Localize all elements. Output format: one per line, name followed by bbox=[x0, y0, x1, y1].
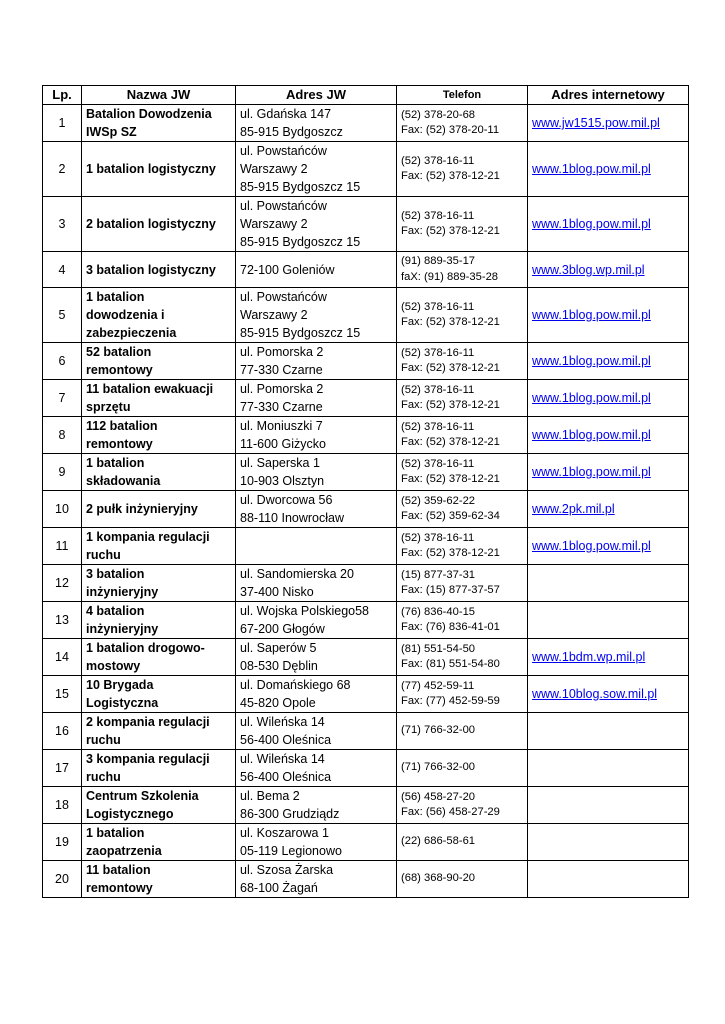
cell-phone-line: (52) 378-16-11 bbox=[401, 346, 475, 359]
cell-address bbox=[236, 454, 397, 491]
cell-www bbox=[528, 380, 689, 417]
cell-address bbox=[236, 713, 397, 750]
table-row bbox=[43, 639, 689, 676]
cell-lp: 14 bbox=[43, 639, 82, 676]
cell-address-line: ul. Domańskiego 68 bbox=[240, 678, 351, 692]
cell-phone bbox=[397, 454, 528, 491]
units-table bbox=[42, 85, 689, 898]
website-link[interactable]: www.1blog.pow.mil.pl bbox=[532, 539, 651, 553]
website-link[interactable]: www.2pk.mil.pl bbox=[532, 502, 615, 516]
cell-name bbox=[82, 343, 236, 380]
cell-address-line: ul. Powstańców bbox=[240, 199, 327, 213]
cell-name bbox=[82, 750, 236, 787]
cell-address bbox=[236, 750, 397, 787]
cell-lp: 17 bbox=[43, 750, 82, 787]
cell-address-line: ul. Saperów 5 bbox=[240, 641, 317, 655]
website-link[interactable]: www.1blog.pow.mil.pl bbox=[532, 428, 651, 442]
cell-phone-line: (52) 378-16-11 bbox=[401, 457, 475, 470]
cell-lp: 6 bbox=[43, 343, 82, 380]
cell-name-line: mostowy bbox=[86, 659, 141, 673]
cell-phone-line: (76) 836-40-15 bbox=[401, 605, 476, 618]
cell-name-line: 1 batalion logistyczny bbox=[86, 162, 216, 176]
cell-name bbox=[82, 142, 236, 197]
website-link[interactable]: www.jw1515.pow.mil.pl bbox=[532, 116, 660, 130]
cell-name-line: ruchu bbox=[86, 770, 121, 784]
cell-address bbox=[236, 565, 397, 602]
cell-address-line: 56-400 Oleśnica bbox=[240, 770, 332, 784]
table-row bbox=[43, 288, 689, 343]
header-nazwa: Nazwa JW bbox=[82, 86, 236, 105]
cell-name bbox=[82, 454, 236, 491]
cell-name-line: ruchu bbox=[86, 548, 121, 562]
cell-address bbox=[236, 105, 397, 142]
cell-lp: 20 bbox=[43, 861, 82, 898]
table-row bbox=[43, 197, 689, 252]
cell-name bbox=[82, 639, 236, 676]
cell-address-line: 11-600 Giżycko bbox=[240, 437, 326, 451]
header-www: Adres internetowy bbox=[528, 86, 689, 105]
cell-name-line: inżynieryjny bbox=[86, 585, 159, 599]
cell-phone-line: (91) 889-35-17 bbox=[401, 255, 476, 267]
cell-phone-line: Fax: (56) 458-27-29 bbox=[401, 806, 500, 818]
cell-name-line: 1 batalion drogowo- bbox=[86, 641, 205, 655]
cell-name-line: zabezpieczenia bbox=[86, 326, 177, 340]
cell-address-line: Warszawy 2 bbox=[240, 217, 308, 231]
cell-address-line: ul. Wileńska 14 bbox=[240, 715, 325, 729]
header-row bbox=[43, 86, 689, 105]
cell-name bbox=[82, 787, 236, 824]
cell-phone-line: (56) 458-27-20 bbox=[401, 790, 476, 803]
cell-phone-line: (71) 766-32-00 bbox=[401, 761, 476, 774]
cell-address-line: ul. Saperska 1 bbox=[240, 456, 320, 470]
cell-name-line: dowodzenia i bbox=[86, 308, 165, 322]
cell-address bbox=[236, 288, 397, 343]
cell-address-line: ul. Wileńska 14 bbox=[240, 752, 325, 766]
cell-address bbox=[236, 491, 397, 528]
cell-lp: 19 bbox=[43, 824, 82, 861]
cell-name-line: remontowy bbox=[86, 881, 153, 895]
cell-address-line: 88-110 Inowrocław bbox=[240, 511, 344, 525]
cell-name bbox=[82, 713, 236, 750]
cell-lp: 18 bbox=[43, 787, 82, 824]
cell-phone bbox=[397, 639, 528, 676]
cell-address bbox=[236, 787, 397, 824]
cell-lp: 3 bbox=[43, 197, 82, 252]
cell-name-line: 11 batalion ewakuacji bbox=[86, 382, 214, 396]
cell-address-line: 68-100 Żagań bbox=[240, 881, 318, 895]
cell-name-line: Logistycznego bbox=[86, 807, 174, 821]
cell-phone-line: Fax: (81) 551-54-80 bbox=[401, 658, 500, 670]
cell-address-line: 77-330 Czarne bbox=[240, 363, 323, 377]
cell-address-line: ul. Moniuszki 7 bbox=[240, 419, 323, 433]
cell-lp: 10 bbox=[43, 491, 82, 528]
cell-phone bbox=[397, 713, 528, 750]
cell-address bbox=[236, 380, 397, 417]
cell-phone bbox=[397, 528, 528, 565]
cell-phone-line: (22) 686-58-61 bbox=[401, 835, 476, 848]
cell-name-line: zaopatrzenia bbox=[86, 844, 162, 858]
cell-address bbox=[236, 528, 397, 565]
cell-name bbox=[82, 565, 236, 602]
cell-phone-line: Fax: (77) 452-59-59 bbox=[401, 695, 500, 707]
cell-phone-line: (52) 378-16-11 bbox=[401, 420, 475, 433]
table-row bbox=[43, 713, 689, 750]
cell-phone-line: Fax: (52) 378-12-21 bbox=[401, 316, 500, 328]
cell-name-line: remontowy bbox=[86, 363, 153, 377]
cell-address-line: 77-330 Czarne bbox=[240, 400, 323, 414]
cell-phone-line: Fax: (52) 378-12-21 bbox=[401, 547, 500, 559]
cell-phone-line: (68) 368-90-20 bbox=[401, 872, 476, 885]
cell-phone-line: (52) 378-20-68 bbox=[401, 108, 476, 121]
website-link[interactable]: www.1bdm.wp.mil.pl bbox=[532, 650, 646, 664]
cell-www bbox=[528, 861, 689, 898]
cell-phone bbox=[397, 380, 528, 417]
cell-address-line: 08-530 Dęblin bbox=[240, 659, 318, 673]
cell-name bbox=[82, 824, 236, 861]
cell-phone-line: (52) 378-16-11 bbox=[401, 531, 475, 544]
cell-phone bbox=[397, 105, 528, 142]
cell-lp: 8 bbox=[43, 417, 82, 454]
cell-name bbox=[82, 197, 236, 252]
table-row bbox=[43, 565, 689, 602]
cell-name-line: inżynieryjny bbox=[86, 622, 159, 636]
cell-phone bbox=[397, 288, 528, 343]
table-row bbox=[43, 824, 689, 861]
cell-address-line: 85-915 Bydgoszcz 15 bbox=[240, 326, 361, 340]
cell-address-line: 85-915 Bydgoszcz bbox=[240, 125, 343, 139]
cell-name bbox=[82, 105, 236, 142]
table-row bbox=[43, 750, 689, 787]
cell-phone-line: (15) 877-37-31 bbox=[401, 568, 476, 581]
website-link[interactable]: www.1blog.pow.mil.pl bbox=[532, 162, 651, 176]
cell-name-line: 112 batalion bbox=[86, 419, 158, 433]
cell-www bbox=[528, 639, 689, 676]
cell-address-line: 72-100 Goleniów bbox=[240, 262, 335, 277]
cell-phone-line: Fax: (52) 378-12-21 bbox=[401, 436, 500, 448]
cell-lp: 11 bbox=[43, 528, 82, 565]
cell-www bbox=[528, 713, 689, 750]
cell-phone-line: faX: (91) 889-35-28 bbox=[401, 270, 499, 283]
cell-name-line: składowania bbox=[86, 474, 161, 488]
cell-name-line: 1 batalion bbox=[86, 826, 145, 840]
cell-phone-line: (52) 359-62-22 bbox=[401, 494, 476, 507]
cell-name-line: 10 Brygada bbox=[86, 678, 154, 692]
cell-phone bbox=[397, 787, 528, 824]
cell-address-line: 45-820 Opole bbox=[240, 696, 316, 710]
cell-address-line: Warszawy 2 bbox=[240, 162, 308, 176]
cell-phone bbox=[397, 197, 528, 252]
cell-name bbox=[82, 861, 236, 898]
cell-address-line: ul. Pomorska 2 bbox=[240, 345, 324, 359]
cell-name-line: Batalion Dowodzenia bbox=[86, 107, 212, 121]
table-row bbox=[43, 417, 689, 454]
cell-phone-line: (81) 551-54-50 bbox=[401, 642, 476, 655]
cell-address-line: ul. Wojska Polskiego58 bbox=[240, 604, 370, 618]
table-row bbox=[43, 343, 689, 380]
cell-name-line: 1 batalion bbox=[86, 456, 145, 470]
cell-address-line: ul. Szosa Żarska bbox=[240, 863, 334, 877]
cell-lp: 12 bbox=[43, 565, 82, 602]
website-link[interactable]: www.10blog.sow.mil.pl bbox=[532, 687, 658, 701]
cell-address-line: ul. Gdańska 147 bbox=[240, 107, 332, 121]
cell-name-line: sprzętu bbox=[86, 400, 131, 414]
cell-www bbox=[528, 454, 689, 491]
cell-address bbox=[236, 824, 397, 861]
website-link[interactable]: www.1blog.pow.mil.pl bbox=[532, 354, 651, 368]
cell-phone bbox=[397, 861, 528, 898]
cell-address-line: ul. Koszarowa 1 bbox=[240, 826, 329, 840]
table-row bbox=[43, 602, 689, 639]
cell-address-line: 67-200 Głogów bbox=[240, 622, 325, 636]
cell-address-line: 56-400 Oleśnica bbox=[240, 733, 332, 747]
header-telefon: Telefon bbox=[397, 86, 528, 105]
cell-www bbox=[528, 528, 689, 565]
cell-address bbox=[236, 417, 397, 454]
cell-name-line: Centrum Szkolenia bbox=[86, 789, 199, 803]
table-row bbox=[43, 454, 689, 491]
cell-name bbox=[82, 380, 236, 417]
cell-address-line: 85-915 Bydgoszcz 15 bbox=[240, 235, 361, 249]
cell-lp: 5 bbox=[43, 288, 82, 343]
website-link[interactable]: www.1blog.pow.mil.pl bbox=[532, 465, 651, 479]
table-row bbox=[43, 861, 689, 898]
cell-address bbox=[236, 602, 397, 639]
table-row bbox=[43, 142, 689, 197]
cell-phone-line: (52) 378-16-11 bbox=[401, 154, 475, 167]
website-link[interactable]: www.1blog.pow.mil.pl bbox=[532, 308, 651, 322]
cell-phone-line: (52) 378-16-11 bbox=[401, 300, 475, 313]
table-row bbox=[43, 491, 689, 528]
table-row bbox=[43, 676, 689, 713]
cell-name bbox=[82, 288, 236, 343]
cell-www bbox=[528, 787, 689, 824]
table-row bbox=[43, 528, 689, 565]
cell-www bbox=[528, 288, 689, 343]
cell-address-line: 37-400 Nisko bbox=[240, 585, 314, 599]
cell-phone-line: (71) 766-32-00 bbox=[401, 724, 476, 737]
table-row bbox=[43, 787, 689, 824]
cell-phone-line: (52) 378-16-11 bbox=[401, 383, 475, 396]
cell-name bbox=[82, 602, 236, 639]
cell-phone bbox=[397, 252, 528, 288]
cell-address-line: 85-915 Bydgoszcz 15 bbox=[240, 180, 361, 194]
cell-address-line: 86-300 Grudziądz bbox=[240, 807, 340, 821]
cell-phone bbox=[397, 142, 528, 197]
cell-address bbox=[236, 142, 397, 197]
cell-address-line: ul. Pomorska 2 bbox=[240, 382, 324, 396]
cell-www bbox=[528, 105, 689, 142]
cell-address-line: ul. Dworcowa 56 bbox=[240, 493, 333, 507]
cell-address bbox=[236, 343, 397, 380]
cell-phone bbox=[397, 417, 528, 454]
table-row bbox=[43, 380, 689, 417]
cell-name-line: 3 kompania regulacji bbox=[86, 752, 210, 766]
header-adres: Adres JW bbox=[236, 86, 397, 105]
cell-phone-line: Fax: (76) 836-41-01 bbox=[401, 621, 500, 633]
cell-address bbox=[236, 861, 397, 898]
cell-name-line: ruchu bbox=[86, 733, 121, 747]
cell-phone-line: Fax: (52) 359-62-34 bbox=[401, 510, 500, 522]
cell-name-line: remontowy bbox=[86, 437, 153, 451]
cell-name-line: 52 batalion bbox=[86, 345, 152, 359]
cell-phone bbox=[397, 824, 528, 861]
cell-phone-line: Fax: (52) 378-12-21 bbox=[401, 170, 500, 182]
cell-www bbox=[528, 565, 689, 602]
cell-phone-line: Fax: (52) 378-20-11 bbox=[401, 124, 500, 136]
cell-address-line: ul. Bema 2 bbox=[240, 789, 300, 803]
cell-www bbox=[528, 602, 689, 639]
cell-lp: 2 bbox=[43, 142, 82, 197]
cell-lp: 4 bbox=[43, 252, 82, 288]
cell-name-line: 11 batalion bbox=[86, 863, 151, 877]
cell-www bbox=[528, 491, 689, 528]
cell-phone-line: Fax: (52) 378-12-21 bbox=[401, 362, 500, 374]
cell-name-line: 1 kompania regulacji bbox=[86, 530, 210, 544]
cell-www bbox=[528, 142, 689, 197]
cell-lp: 7 bbox=[43, 380, 82, 417]
table-row bbox=[43, 252, 689, 288]
cell-address bbox=[236, 676, 397, 713]
cell-address bbox=[236, 639, 397, 676]
cell-lp: 13 bbox=[43, 602, 82, 639]
cell-phone bbox=[397, 676, 528, 713]
cell-phone bbox=[397, 491, 528, 528]
cell-address bbox=[236, 197, 397, 252]
website-link[interactable]: www.3blog.wp.mil.pl bbox=[532, 262, 645, 277]
cell-phone-line: Fax: (52) 378-12-21 bbox=[401, 225, 500, 237]
cell-address-line: ul. Sandomierska 20 bbox=[240, 567, 354, 581]
cell-address-line: ul. Powstańców bbox=[240, 144, 327, 158]
cell-lp: 15 bbox=[43, 676, 82, 713]
cell-phone bbox=[397, 343, 528, 380]
cell-phone bbox=[397, 565, 528, 602]
cell-address-line: 10-903 Olsztyn bbox=[240, 474, 325, 488]
cell-name bbox=[82, 252, 236, 288]
cell-lp: 1 bbox=[43, 105, 82, 142]
cell-name bbox=[82, 528, 236, 565]
cell-address-line: Warszawy 2 bbox=[240, 308, 308, 322]
cell-name-line: 2 pułk inżynieryjny bbox=[86, 502, 198, 516]
table-row bbox=[43, 105, 689, 142]
cell-www bbox=[528, 197, 689, 252]
cell-address bbox=[236, 252, 397, 288]
cell-phone-line: (52) 378-16-11 bbox=[401, 209, 475, 222]
cell-name-line: Logistyczna bbox=[86, 696, 159, 710]
cell-name-line: IWSp SZ bbox=[86, 125, 137, 139]
website-link[interactable]: www.1blog.pow.mil.pl bbox=[532, 217, 651, 231]
cell-name-line: 3 batalion bbox=[86, 567, 145, 581]
cell-phone-line: Fax: (15) 877-37-57 bbox=[401, 584, 500, 596]
cell-name-line: 3 batalion logistyczny bbox=[86, 262, 216, 277]
website-link[interactable]: www.1blog.pow.mil.pl bbox=[532, 391, 651, 405]
cell-www bbox=[528, 343, 689, 380]
cell-www bbox=[528, 252, 689, 288]
cell-phone bbox=[397, 602, 528, 639]
header-lp: Lp. bbox=[43, 86, 82, 105]
cell-phone-line: Fax: (52) 378-12-21 bbox=[401, 473, 500, 485]
cell-lp: 9 bbox=[43, 454, 82, 491]
cell-www bbox=[528, 676, 689, 713]
table-body bbox=[43, 105, 689, 898]
cell-lp: 16 bbox=[43, 713, 82, 750]
cell-www bbox=[528, 417, 689, 454]
cell-www bbox=[528, 824, 689, 861]
cell-phone-line: Fax: (52) 378-12-21 bbox=[401, 399, 500, 411]
cell-address-line: 05-119 Legionowo bbox=[240, 844, 342, 858]
cell-name-line: 2 kompania regulacji bbox=[86, 715, 210, 729]
cell-name-line: 4 batalion bbox=[86, 604, 145, 618]
cell-name-line: 2 batalion logistyczny bbox=[86, 217, 216, 231]
cell-name-line: 1 batalion bbox=[86, 290, 145, 304]
cell-phone-line: (77) 452-59-11 bbox=[401, 679, 475, 692]
cell-name bbox=[82, 491, 236, 528]
cell-address-line: ul. Powstańców bbox=[240, 290, 327, 304]
cell-name bbox=[82, 417, 236, 454]
cell-www bbox=[528, 750, 689, 787]
cell-name bbox=[82, 676, 236, 713]
cell-phone bbox=[397, 750, 528, 787]
